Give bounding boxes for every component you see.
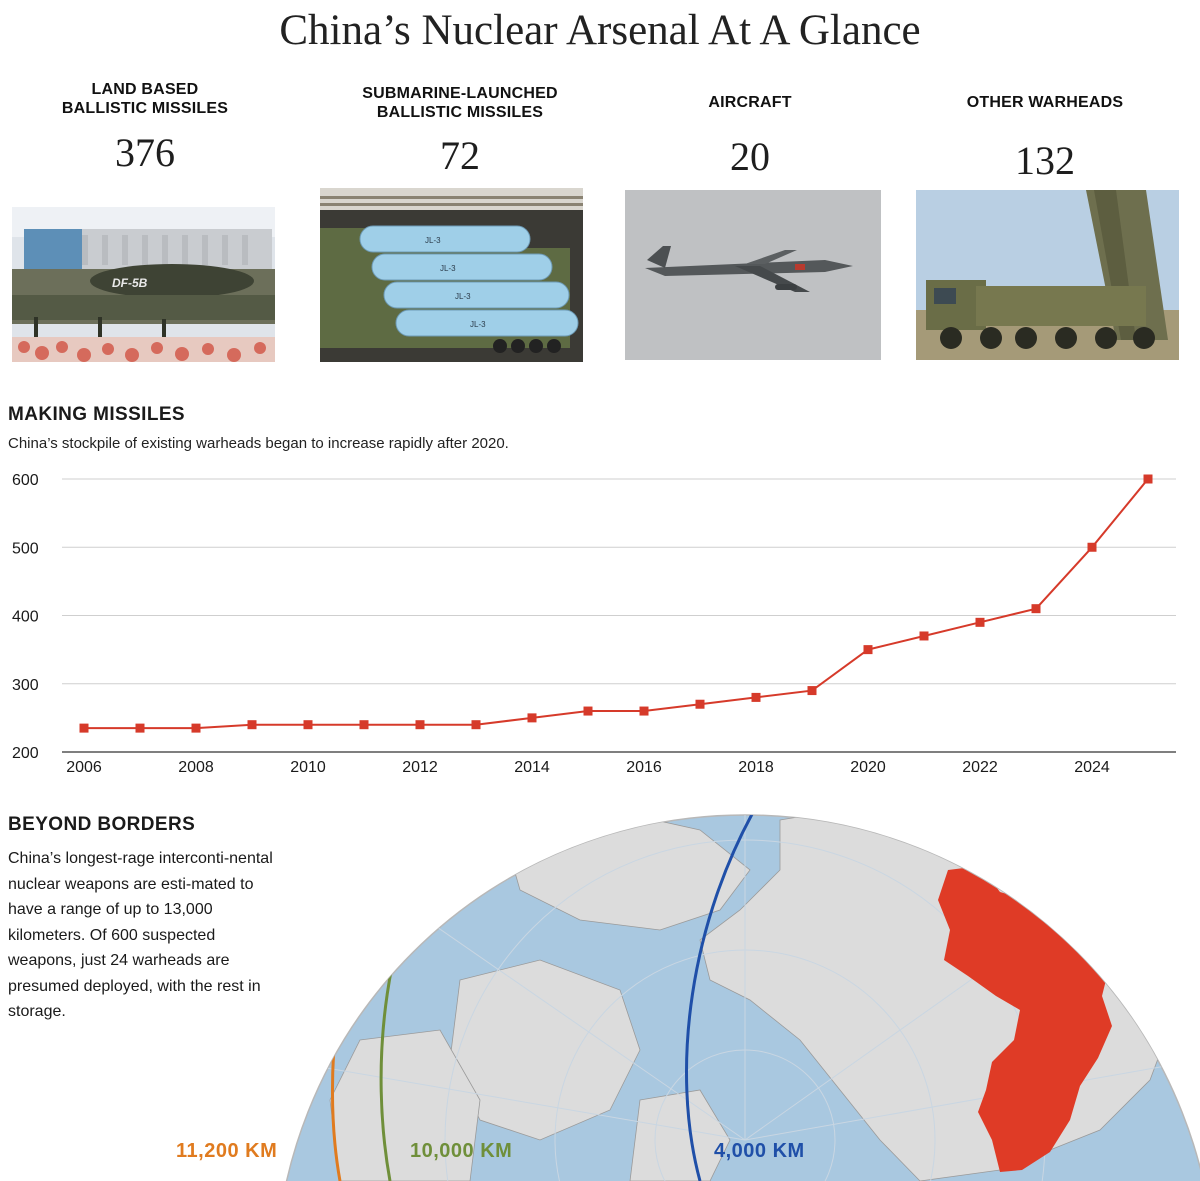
beyond-borders-title: BEYOND BORDERS [8, 814, 196, 835]
x-tick-label: 2016 [626, 759, 662, 776]
aircraft-illustration [625, 190, 881, 360]
y-tick-label: 200 [12, 745, 39, 762]
missile-label: JL-3 [440, 264, 456, 273]
data-point [472, 720, 481, 729]
y-tick-label: 500 [12, 540, 39, 558]
photo-df5b-parade [12, 207, 275, 362]
data-point [192, 724, 201, 733]
missile-label: JL-3 [455, 292, 471, 301]
data-point [416, 720, 425, 729]
jl3-illustration [320, 188, 583, 362]
data-point [808, 686, 817, 695]
data-point [80, 724, 89, 733]
stat-value: 376 [115, 130, 175, 175]
y-tick-label: 600 [12, 472, 39, 489]
range-map [280, 800, 1200, 1181]
x-tick-label: 2024 [1074, 759, 1110, 776]
data-point [360, 720, 369, 729]
stat-label: LAND BASED BALLISTIC MISSILES [61, 81, 229, 117]
stat-other-warheads [925, 93, 1165, 193]
photo-label-df5b: DF-5B [112, 276, 148, 290]
data-point [1088, 543, 1097, 552]
photo-aircraft [625, 190, 881, 360]
missile-label: JL-3 [425, 236, 441, 245]
data-point [696, 700, 705, 709]
series-line [84, 479, 1148, 728]
stat-submarine [330, 84, 590, 194]
stat-aircraft [630, 93, 870, 193]
data-point [640, 707, 649, 716]
making-missiles-subtitle: China’s stockpile of existing warheads began to increase rapidly after 2020. [8, 435, 509, 452]
data-point [528, 713, 537, 722]
stat-label: AIRCRAFT [708, 94, 792, 111]
stat-label: SUBMARINE-LAUNCHED BALLISTIC MISSILES [362, 85, 558, 121]
x-tick-label: 2012 [402, 759, 438, 776]
y-tick-label: 300 [12, 676, 39, 694]
x-axis [66, 759, 1110, 776]
data-point [584, 707, 593, 716]
stat-land-based [30, 80, 260, 190]
data-point [1032, 604, 1041, 613]
series-points [80, 475, 1153, 733]
range-label-11200: 11,200 KM [176, 1140, 278, 1162]
data-point [136, 724, 145, 733]
y-axis [12, 472, 39, 762]
data-point [864, 645, 873, 654]
x-tick-label: 2014 [514, 759, 550, 776]
missile-label: JL-3 [470, 320, 486, 329]
warhead-line-chart [0, 460, 1200, 790]
x-tick-label: 2010 [290, 759, 326, 776]
x-tick-label: 2006 [66, 759, 102, 776]
x-tick-label: 2022 [962, 759, 998, 776]
range-label-10000: 10,000 KM [410, 1140, 513, 1162]
stat-value: 132 [1015, 138, 1075, 183]
stat-label: OTHER WARHEADS [966, 94, 1124, 111]
data-point [304, 720, 313, 729]
making-missiles-title: MAKING MISSILES [8, 404, 186, 425]
data-point [976, 618, 985, 627]
beyond-borders-body: China’s longest-rage interconti-nental nuclear weapons are esti-mated to have a range of up to 13,000 kilometers. Of 600 suspected weapons, just 24 warheads are presumed deployed, with the rest in storage. [8, 850, 273, 1020]
x-tick-label: 2008 [178, 759, 214, 776]
parade-illustration [12, 207, 275, 362]
photo-launcher-truck [916, 190, 1179, 360]
stat-value: 20 [730, 134, 770, 179]
page-title: China’s Nuclear Arsenal At A Glance [279, 7, 921, 54]
stat-value: 72 [440, 133, 480, 178]
data-point [248, 720, 257, 729]
y-tick-label: 400 [12, 608, 39, 626]
data-point [752, 693, 761, 702]
data-point [920, 631, 929, 640]
launcher-illustration [916, 190, 1179, 360]
x-tick-label: 2018 [738, 759, 774, 776]
data-point [1144, 475, 1153, 484]
range-label-4000: 4,000 KM [714, 1140, 805, 1162]
x-tick-label: 2020 [850, 759, 886, 776]
photo-jl3-parade [320, 188, 583, 362]
